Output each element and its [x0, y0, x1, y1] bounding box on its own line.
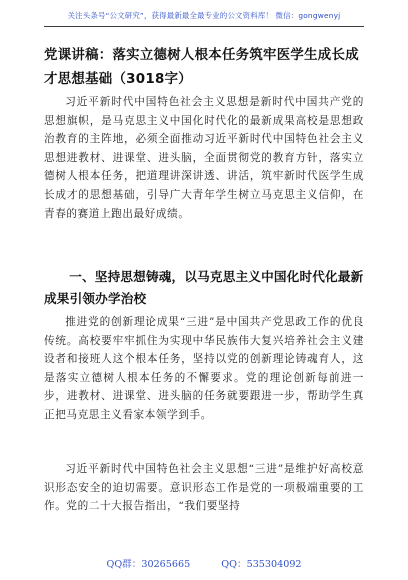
- footer-qq: QQ：535304092: [221, 559, 302, 570]
- footer-qq-group: QQ群：30265665: [106, 559, 191, 570]
- footer: [0, 556, 408, 570]
- paragraph-3: 习近平新时代中国特色社会主义思想“三进”是维护好高校意识形态安全的迫切需要。意识形态工作是党的一项极端重要的工作。党的二十大报告指出，“我们要坚持: [44, 463, 364, 513]
- section-heading-1: 一、坚持思想铸魂，以马克思主义中国化时代化最新成果引领办学治校: [44, 269, 364, 306]
- document-title: 党课讲稿：落实立德树人根本任务筑牢医学生成长成才思想基础（3018字）: [44, 48, 359, 87]
- header-divider: [44, 26, 364, 27]
- paragraph-1: 习近平新时代中国特色社会主义思想是新时代中国共产党的思想旗帜，是马克思主义中国化时代化的最新成果高校是思想政治教育的主阵地，必须全面推动习近平新时代中国特色社会主义思想进教材、进课堂、进头脑，全面贯彻党的教育方针，落实立德树人根本任务，把道理讲深讲透、讲活，筑牢新时代医学生成长成才的思想基础，引导广大青年学生树立马克思主义信仰，在青春的赛道上跑出最好成绩。: [44, 96, 364, 220]
- paragraph-2: 推进党的创新理论成果“三进”是中国共产党思政工作的优良传统。高校要牢牢抓住为实现中华民族伟大复兴培养社会主义建设者和接班人这个根本任务，坚持以党的创新理论铸魂育人，这是落实立德树人根本任务的不懈要求。党的理论创新每前进一步，进教材、进课堂、进头脑的任务就要跟进一步，帮助学生真正把马克思主义看家本领学到手。: [44, 316, 364, 421]
- header-note: 关注头条号“公文研究”，获得最新最全最专业的公文资料库！ 微信：gongwenyj: [67, 11, 341, 20]
